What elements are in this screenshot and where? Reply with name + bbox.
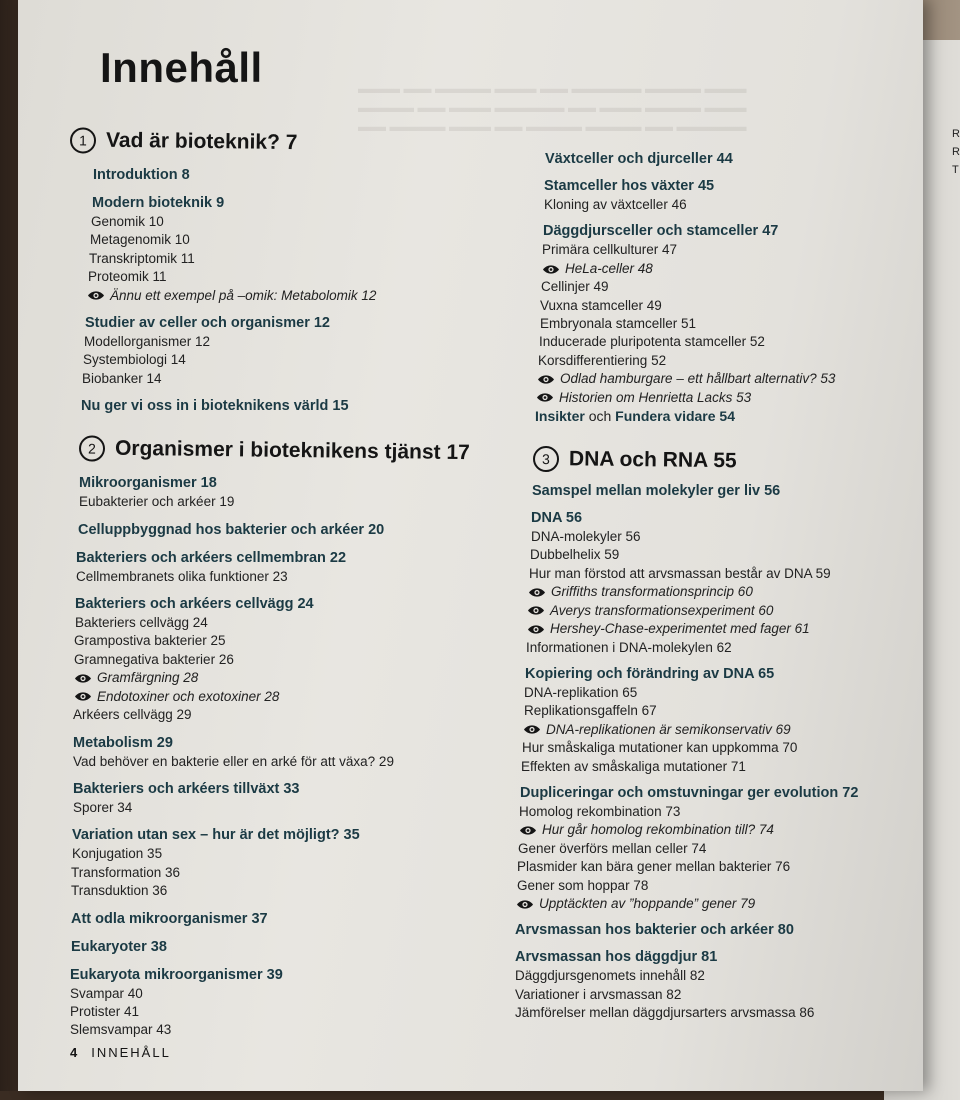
page-title: Innehåll — [100, 44, 263, 91]
footer-label: INNEHÅLL — [91, 1045, 171, 1060]
page-footer — [70, 1045, 171, 1060]
toc-box-entry[interactable] — [537, 370, 885, 388]
toc-entry-heading[interactable]: DNA 56 — [531, 510, 583, 527]
toc-entry-heading[interactable]: Eukaryoter 38 — [71, 938, 167, 955]
toc-entry[interactable]: Dubbelhelix 59 — [530, 547, 620, 563]
eye-icon — [516, 899, 534, 910]
toc-entry[interactable]: Korsdifferentiering 52 — [538, 352, 667, 368]
toc-box-entry[interactable] — [74, 688, 510, 706]
toc-entry-heading[interactable]: Eukaryota mikroorganismer 39 — [70, 966, 283, 983]
toc-entry[interactable]: Gramnegativa bakterier 26 — [74, 651, 234, 667]
toc-entry-heading[interactable]: Metabolism 29 — [73, 734, 173, 751]
toc-box-entry[interactable] — [528, 583, 885, 601]
toc-entry-heading[interactable]: Variation utan sex – hur är det möjligt? 35 — [72, 827, 360, 844]
toc-entry[interactable]: Cellmembranets olika funktioner 23 — [76, 568, 288, 584]
toc-entry[interactable]: Systembiologi 14 — [83, 352, 186, 368]
chapter-1-heading[interactable] — [70, 127, 510, 158]
toc-entry[interactable]: Inducerade pluripotenta stamceller 52 — [539, 334, 765, 350]
chapter-title: Vad är bioteknik? 7 — [105, 128, 298, 155]
toc-entry[interactable]: Gener som hoppar 78 — [517, 877, 649, 893]
toc-entry[interactable]: Variationer i arvsmassan 82 — [515, 986, 682, 1002]
toc-entry[interactable]: Modellorganismer 12 — [84, 334, 211, 350]
toc-entry-heading[interactable]: Modern bioteknik 9 — [92, 195, 225, 211]
toc-entry-heading[interactable]: Mikroorganismer 18 — [79, 475, 217, 492]
toc-entry-heading[interactable]: Arvsmassan hos bakterier och arkéer 80 — [515, 922, 794, 939]
toc-right-column — [515, 150, 885, 1023]
toc-box-entry[interactable] — [519, 821, 885, 839]
toc-entry[interactable]: Slemsvampar 43 — [70, 1022, 172, 1038]
toc-entry[interactable]: DNA-replikation 65 — [524, 684, 638, 700]
eye-icon — [74, 691, 92, 702]
chapter-number-badge: 2 — [79, 436, 105, 462]
insikter-label: Insikter — [535, 408, 585, 425]
toc-entry[interactable]: Hur småskaliga mutationer kan uppkomma 70 — [522, 740, 798, 756]
toc-entry[interactable]: Jämförelser mellan däggdjursarters arvsmassa 86 — [515, 1005, 815, 1021]
toc-entry-heading[interactable]: Däggdjursceller och stamceller 47 — [543, 223, 779, 240]
toc-entry-heading[interactable]: Nu ger vi oss in i bioteknikens värld 15 — [81, 398, 349, 415]
toc-entry[interactable]: Biobanker 14 — [82, 370, 162, 386]
toc-entry[interactable]: Grampostiva bakterier 25 — [74, 633, 226, 649]
toc-entry[interactable]: Transduktion 36 — [71, 883, 168, 899]
toc-entry[interactable]: Homolog rekombination 73 — [519, 803, 681, 819]
toc-box-label: Griffiths transformationsprincip 60 — [551, 584, 753, 600]
eye-icon — [87, 290, 105, 301]
facing-page-fragment: R — [952, 128, 960, 140]
toc-box-label: DNA-replikationen är semikonservativ 69 — [546, 721, 791, 737]
toc-entry[interactable]: Vad behöver en bakterie eller en arké för att växa? 29 — [73, 753, 394, 769]
toc-entry[interactable]: Genomik 10 — [91, 214, 164, 229]
toc-box-entry[interactable] — [527, 602, 885, 620]
toc-entry[interactable]: Eubakterier och arkéer 19 — [79, 494, 235, 510]
toc-box-label: Ännu ett exempel på –omik: Metabolomik 12 — [110, 287, 377, 303]
toc-box-entry[interactable] — [87, 287, 510, 305]
toc-entry-heading[interactable]: Samspel mellan molekyler ger liv 56 — [532, 483, 781, 500]
toc-entry[interactable]: Proteomik 11 — [88, 269, 167, 285]
toc-entry-heading[interactable]: Växtceller och djurceller 44 — [545, 151, 733, 167]
toc-box-label: HeLa-celler 48 — [565, 260, 653, 276]
toc-entry-heading[interactable]: Att odla mikroorganismer 37 — [71, 910, 268, 927]
toc-box-label: Odlad hamburgare – ett hållbart alternativ? 53 — [560, 371, 836, 387]
eye-icon — [542, 264, 560, 275]
toc-entry[interactable]: DNA-molekyler 56 — [531, 529, 641, 545]
eye-icon — [536, 392, 554, 403]
toc-box-label: Hershey-Chase-experimentet med fager 61 — [550, 621, 810, 637]
toc-entry[interactable]: Transkriptomik 11 — [89, 250, 195, 266]
eye-icon — [74, 673, 92, 684]
eye-icon — [523, 724, 541, 735]
toc-entry[interactable]: Transformation 36 — [71, 864, 181, 880]
toc-entry-heading[interactable]: Celluppbyggnad hos bakterier och arkéer 20 — [78, 521, 385, 538]
eye-icon — [527, 605, 545, 616]
chapter-3-heading[interactable] — [533, 446, 885, 476]
toc-entry-heading[interactable]: Bakteriers och arkéers tillväxt 33 — [73, 780, 300, 797]
toc-entry-heading[interactable]: Studier av celler och organismer 12 — [85, 315, 330, 332]
toc-entry[interactable]: Metagenomik 10 — [90, 232, 190, 248]
toc-entry[interactable]: Primära cellkulturer 47 — [542, 242, 678, 258]
toc-entry-heading[interactable]: Stamceller hos växter 45 — [544, 178, 715, 194]
bleed-through-texture: ▬▬▬ ▬▬ ▬▬▬▬ ▬▬▬ ▬▬ ▬▬▬▬▬ ▬▬▬▬ ▬▬▬ ▬▬▬▬ ▬▬ ▬▬▬ ▬▬▬▬▬ ▬▬ ▬▬▬ ▬▬▬▬ ▬▬▬ ▬▬ ▬▬▬▬ ▬▬▬ ▬▬ ▬▬▬▬ ▬▬▬▬ ▬▬ ▬▬▬▬▬ — [358, 82, 747, 135]
chapter-number-badge: 1 — [70, 127, 96, 153]
toc-box-entry[interactable] — [542, 260, 885, 278]
toc-left-column — [70, 130, 510, 1040]
fundera-label: Fundera vidare 54 — [615, 408, 735, 425]
toc-entry[interactable]: Informationen i DNA-molekylen 62 — [526, 639, 732, 655]
toc-entry[interactable]: Gener överförs mellan celler 74 — [518, 840, 707, 856]
toc-box-label: Averys transformationsexperiment 60 — [550, 602, 774, 618]
toc-box-entry[interactable] — [527, 620, 885, 638]
toc-box-label: Gramfärgning 28 — [97, 670, 199, 686]
toc-entry[interactable]: Konjugation 35 — [72, 846, 163, 862]
eye-icon — [528, 587, 546, 598]
facing-page-fragment: R — [952, 146, 960, 158]
toc-entry[interactable]: Embryonala stamceller 51 — [540, 316, 697, 332]
toc-entry-insikter[interactable] — [535, 407, 885, 426]
chapter-number-badge: 3 — [533, 446, 559, 472]
toc-entry[interactable]: Replikationsgaffeln 67 — [524, 703, 657, 719]
page-number: 4 — [70, 1045, 78, 1060]
eye-icon — [519, 825, 537, 836]
toc-box-entry[interactable] — [516, 895, 885, 913]
eye-icon — [537, 374, 555, 385]
toc-entry[interactable]: Sporer 34 — [73, 799, 133, 815]
toc-entry[interactable]: Kloning av växtceller 46 — [544, 197, 687, 212]
toc-box-entry[interactable] — [536, 389, 885, 407]
eye-icon — [527, 624, 545, 635]
toc-box-label: Hur går homolog rekombination till? 74 — [542, 822, 774, 838]
toc-entry-heading[interactable]: Kopiering och förändring av DNA 65 — [525, 665, 775, 682]
toc-entry[interactable]: Bakteriers cellvägg 24 — [75, 615, 208, 631]
toc-box-label: Historien om Henrietta Lacks 53 — [559, 389, 752, 405]
toc-entry-heading[interactable]: Bakteriers och arkéers cellvägg 24 — [75, 596, 314, 613]
toc-box-label: Endotoxiner och exotoxiner 28 — [97, 688, 280, 704]
toc-entry[interactable]: Svampar 40 — [70, 985, 143, 1001]
toc-entry[interactable]: Effekten av småskaliga mutationer 71 — [521, 758, 746, 774]
chapter-2-heading[interactable] — [79, 436, 510, 467]
toc-entry[interactable]: Arkéers cellvägg 29 — [73, 707, 192, 723]
toc-box-entry[interactable] — [523, 721, 885, 739]
toc-entry-heading[interactable]: Arvsmassan hos däggdjur 81 — [515, 949, 718, 966]
toc-entry[interactable]: Däggdjursgenomets innehåll 82 — [515, 968, 705, 984]
toc-entry[interactable]: Plasmider kan bära gener mellan bakterier 76 — [517, 859, 791, 875]
chapter-title: Organismer i bioteknikens tjänst 17 — [114, 437, 470, 465]
toc-entry[interactable]: Vuxna stamceller 49 — [540, 297, 662, 313]
toc-box-entry[interactable] — [74, 669, 510, 687]
facing-page-fragment: T — [952, 164, 959, 176]
toc-entry-heading[interactable]: Bakteriers och arkéers cellmembran 22 — [76, 549, 347, 566]
toc-entry-heading[interactable]: Dupliceringar och omstuvningar ger evolution 72 — [520, 784, 859, 801]
insikter-connector: och — [584, 408, 616, 425]
toc-box-label: Upptäckten av ”hoppande” gener 79 — [539, 895, 756, 911]
chapter-title: DNA och RNA 55 — [568, 447, 737, 473]
toc-entry-heading[interactable]: Introduktion 8 — [93, 167, 190, 183]
toc-entry[interactable]: Cellinjer 49 — [541, 279, 609, 295]
toc-entry[interactable]: Protister 41 — [70, 1003, 140, 1019]
toc-entry[interactable]: Hur man förstod att arvsmassan består av DNA 59 — [529, 565, 831, 581]
